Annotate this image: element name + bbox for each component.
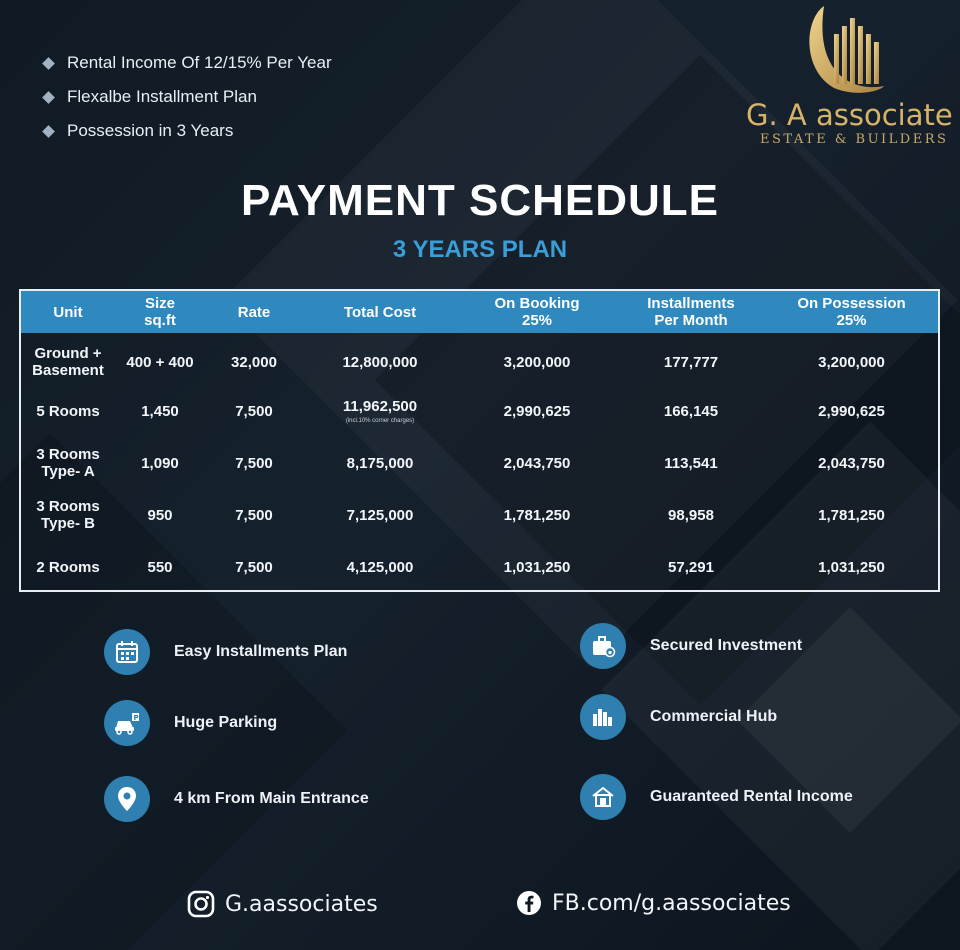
cell-size: 400 + 400: [126, 353, 194, 371]
calendar-icon: [104, 629, 150, 675]
cell-rate: 7,500: [235, 558, 273, 576]
cell-total: 12,800,000: [342, 353, 418, 371]
cell-monthly: 166,145: [663, 402, 719, 420]
location-pin-icon: [104, 776, 150, 822]
cell-rate: 32,000: [231, 353, 277, 371]
facebook-icon: [516, 890, 542, 916]
table-row: [21, 489, 938, 541]
cell-rate: 7,500: [235, 454, 273, 472]
header-rate: Rate: [237, 303, 271, 321]
cell-total: 8,175,000: [346, 454, 414, 472]
feature-easy-installments: [104, 629, 347, 675]
cell-possession: 1,781,250: [818, 506, 885, 524]
diamond-bullet-icon: [42, 91, 55, 104]
page-subtitle: 3 YEARS PLAN: [392, 236, 568, 263]
table-row: [21, 541, 938, 593]
cell-possession: 2,043,750: [818, 454, 885, 472]
header-on-booking: On Booking 25%: [494, 295, 580, 329]
cell-unit: 5 Rooms: [36, 402, 100, 420]
brand-name: G. A associate: [746, 98, 953, 132]
highlight-item: Possession in 3 Years: [40, 114, 332, 148]
cell-unit: 3 Rooms Type- B: [36, 498, 100, 532]
feature-main-entrance: [104, 776, 369, 822]
header-unit: Unit: [53, 303, 83, 321]
instagram-icon: [187, 890, 215, 918]
feature-label: Guaranteed Rental Income: [650, 788, 853, 805]
facebook-text: FB.com/g.aassociates: [552, 890, 791, 916]
feature-label: Easy Installments Plan: [174, 643, 348, 660]
highlights-list: [40, 46, 332, 148]
cell-rate: 7,500: [235, 506, 273, 524]
cell-booking: 2,043,750: [503, 454, 571, 472]
table-row: [21, 333, 938, 385]
cell-booking: 1,031,250: [503, 558, 571, 576]
corner-charges-note: (incl.10% corner charges): [345, 417, 415, 424]
cell-rate: 7,500: [235, 402, 273, 420]
cell-size: 550: [147, 558, 173, 576]
cell-size: 950: [147, 506, 173, 524]
feature-label: Commercial Hub: [650, 708, 778, 725]
highlight-item: Rental Income Of 12/15% Per Year: [40, 46, 332, 80]
buildings-icon: [580, 694, 626, 740]
feature-label: Huge Parking: [174, 714, 278, 731]
page-title: PAYMENT SCHEDULE: [240, 176, 720, 225]
instagram-text: G.aassociates: [225, 891, 378, 917]
feature-secured-investment: [580, 623, 802, 669]
cell-monthly: 177,777: [663, 353, 719, 371]
header-total-cost: Total Cost: [343, 303, 417, 321]
payment-schedule-table: [19, 289, 940, 592]
cell-unit: 2 Rooms: [36, 558, 100, 576]
cell-unit: 3 Rooms Type- A: [36, 446, 100, 480]
table-row: [21, 437, 938, 489]
building-crescent-icon: [804, 0, 894, 95]
svg-text:P: P: [133, 714, 139, 722]
cell-booking: 3,200,000: [503, 353, 571, 371]
header-on-possession: On Possession 25%: [797, 295, 906, 329]
cell-booking: 2,990,625: [503, 402, 571, 420]
facebook-handle[interactable]: [516, 890, 791, 916]
cell-total: 4,125,000: [346, 558, 414, 576]
brand-logo: [740, 0, 960, 160]
car-parking-icon: [104, 700, 150, 746]
header-size: Size sq.ft: [144, 295, 176, 329]
cell-monthly: 113,541: [664, 454, 718, 472]
cell-possession: 2,990,625: [818, 402, 885, 420]
cell-total: 7,125,000: [346, 506, 414, 524]
cell-unit: Ground + Basement: [32, 345, 104, 379]
feature-label: 4 km From Main Entrance: [174, 790, 369, 807]
cell-possession: 1,031,250: [818, 558, 885, 576]
feature-guaranteed-rental: [580, 774, 853, 820]
cell-monthly: 57,291: [668, 558, 714, 576]
table-row: [21, 385, 938, 437]
diamond-bullet-icon: [42, 57, 55, 70]
cell-size: 1,450: [141, 402, 179, 420]
table-header-row: [21, 291, 938, 333]
cell-total: 11,962,500 (incl.10% corner charges): [303, 385, 457, 437]
brand-tagline: ESTATE & BUILDERS: [760, 132, 949, 147]
cell-monthly: 98,958: [668, 506, 714, 524]
header-installments: Installments Per Month: [647, 295, 735, 329]
highlight-item: Flexalbe Installment Plan: [40, 80, 332, 114]
feature-commercial-hub: [580, 694, 777, 740]
house-icon: [580, 774, 626, 820]
briefcase-lock-icon: [580, 623, 626, 669]
diamond-bullet-icon: [42, 125, 55, 138]
instagram-handle[interactable]: [187, 890, 378, 918]
cell-possession: 3,200,000: [818, 353, 885, 371]
feature-huge-parking: [104, 700, 277, 746]
cell-booking: 1,781,250: [503, 506, 571, 524]
cell-size: 1,090: [141, 454, 179, 472]
feature-label: Secured Investment: [650, 637, 803, 654]
